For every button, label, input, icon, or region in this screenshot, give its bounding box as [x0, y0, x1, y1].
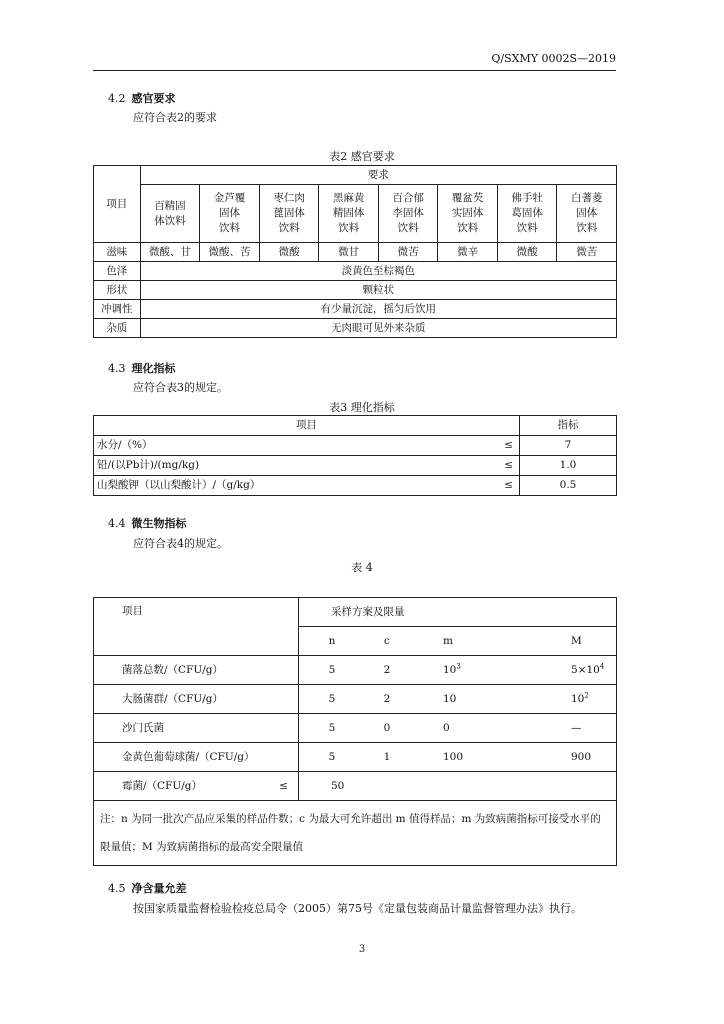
row-value: 淡黄色至棕褐色 — [140, 262, 616, 281]
cell-n: 5 — [299, 743, 366, 772]
cell-M — [539, 743, 617, 772]
product-name-line: 佛手牡 — [511, 192, 543, 204]
col-m: m — [409, 627, 539, 656]
value-base: 10 — [443, 692, 457, 705]
row-item: 铅/(以Pb计)/(mg/kg) — [94, 456, 484, 476]
value-base: 900 — [571, 750, 592, 763]
value-base: 100 — [443, 750, 464, 763]
section-title: 净含量允差 — [131, 882, 187, 895]
product-name-line: 固体 — [219, 207, 241, 219]
product-header-5 — [378, 185, 438, 243]
table-header-sampling-plan: 采样方案及限量 — [299, 598, 617, 627]
section-number: 4.4 — [108, 517, 126, 530]
product-name-line: 饮料 — [576, 222, 598, 234]
product-name-line: 李固体 — [392, 207, 424, 219]
cell-c: 2 — [365, 656, 409, 685]
taste-value: 微苦 — [557, 243, 617, 262]
cell-M — [539, 656, 617, 685]
product-header-8 — [557, 185, 617, 243]
taste-value: 微酸 — [497, 243, 557, 262]
col-c: c — [365, 627, 409, 656]
section-title: 理化指标 — [131, 362, 176, 375]
value-exponent: 2 — [584, 691, 589, 699]
row-value: 7 — [520, 436, 617, 456]
value-base: — — [571, 721, 582, 734]
cell-c: 0 — [365, 714, 409, 743]
cell-M — [539, 685, 617, 714]
le-symbol: ≤ — [483, 436, 520, 456]
product-name-line: 百合郁 — [392, 192, 424, 204]
product-name-line: 白蓍菱 — [570, 192, 603, 204]
product-name-line: 固体 — [576, 207, 598, 219]
product-header-7 — [497, 185, 557, 243]
product-name-line: 精固体 — [332, 207, 365, 219]
table-2-caption: 表2 感官要求 — [329, 150, 395, 163]
product-name-line: 饮料 — [278, 222, 300, 234]
table-4-microbiological — [93, 597, 617, 866]
section-4-2-heading — [108, 90, 176, 106]
header-rule — [93, 70, 616, 71]
product-header-4 — [319, 185, 379, 243]
product-header-2 — [200, 185, 260, 243]
row-item: 水分/（%） — [94, 436, 484, 456]
product-name-line: 饮料 — [457, 222, 479, 234]
le-symbol: ≤ — [279, 779, 288, 792]
cell-m — [409, 743, 539, 772]
row-value: 1.0 — [520, 456, 617, 476]
page-number: 3 — [358, 944, 366, 955]
row-value: 有少量沉淀，摇匀后饮用 — [140, 300, 616, 319]
product-name-line: 葛固体 — [511, 207, 543, 219]
product-name-line: 饮料 — [516, 222, 538, 234]
section-4-4-text: 应符合表4的规定。 — [133, 537, 228, 550]
value-exponent: 4 — [599, 662, 605, 670]
table-header-indicator: 指标 — [520, 416, 617, 436]
section-number: 4.3 — [108, 362, 126, 375]
mold-row-item — [94, 772, 299, 801]
product-name-line: 饮料 — [397, 222, 419, 234]
row-label: 冲调性 — [94, 300, 141, 319]
col-M: M — [539, 627, 617, 656]
section-number: 4.2 — [108, 92, 126, 105]
value-base: 5×10 — [571, 663, 600, 676]
row-value: 0.5 — [520, 476, 617, 496]
product-name-line: 蓖固体 — [273, 207, 305, 219]
row-item: 沙门氏菌 — [94, 714, 299, 743]
row-item: 山梨酸钾（以山梨酸计）/（g/kg） — [94, 476, 484, 496]
product-name-line: 黑麻黄 — [332, 192, 365, 204]
section-title: 微生物指标 — [131, 517, 187, 530]
cell-c: 2 — [365, 685, 409, 714]
section-title: 感官要求 — [131, 92, 176, 105]
product-name-line: 覆盆芡 — [451, 192, 484, 204]
table-4-caption: 表 4 — [351, 561, 373, 574]
section-4-5-text: 按国家质量监督检验检疫总局令（2005）第75号《定量包装商品计量监督管理办法》执行。 — [133, 902, 582, 915]
section-4-5-heading — [108, 880, 187, 896]
product-header-1 — [140, 185, 200, 243]
product-name-line: 百精固 — [154, 199, 186, 212]
product-name-line: 枣仁肉 — [273, 192, 305, 204]
standard-code: Q/SXMY 0002S—2019 — [491, 52, 616, 65]
le-symbol: ≤ — [483, 456, 520, 476]
cell-n: 5 — [299, 656, 366, 685]
row-item: 金黄色葡萄球菌/（CFU/g） — [94, 743, 299, 772]
cell-m — [409, 714, 539, 743]
le-symbol: ≤ — [483, 476, 520, 496]
taste-value: 微辛 — [438, 243, 498, 262]
row-label: 杂质 — [94, 319, 141, 338]
table-header-item: 项目 — [94, 598, 299, 656]
taste-value: 微酸、苦 — [200, 243, 260, 262]
section-number: 4.5 — [108, 882, 126, 895]
cell-n: 5 — [299, 714, 366, 743]
product-name-line: 饮料 — [219, 222, 241, 234]
table-header-item: 项目 — [94, 166, 141, 243]
table-4-note: 注：n 为同一批次产品应采集的样品件数；c 为最大可允许超出 m 值得样品；m 为致病菌指标可接受水平的限量值；M 为致病菌指标的最高安全限量值 — [94, 801, 617, 866]
value-base: 0 — [443, 721, 450, 734]
table-header-item: 项目 — [94, 416, 520, 436]
section-4-4-heading — [108, 515, 187, 531]
product-name-line: 体饮料 — [154, 214, 186, 227]
value-base: 10 — [571, 692, 585, 705]
product-name-line: 实固体 — [451, 207, 484, 219]
taste-value: 微酸、甘 — [140, 243, 200, 262]
cell-M — [539, 714, 617, 743]
row-label: 色泽 — [94, 262, 141, 281]
taste-value: 微甘 — [319, 243, 379, 262]
product-name-line: 金芦覆 — [213, 192, 246, 204]
table-3-caption: 表3 理化指标 — [329, 401, 395, 414]
taste-value: 微酸 — [259, 243, 319, 262]
row-label: 滋味 — [94, 243, 141, 262]
product-header-3 — [259, 185, 319, 243]
cell-n: 5 — [299, 685, 366, 714]
table-2-sensory — [93, 165, 617, 338]
row-item: 菌落总数/（CFU/g） — [94, 656, 299, 685]
cell-m — [409, 656, 539, 685]
col-n: n — [299, 627, 366, 656]
section-4-3-text: 应符合表3的规定。 — [133, 381, 228, 394]
cell-m — [409, 685, 539, 714]
section-4-2-text: 应符合表2的要求 — [133, 111, 217, 124]
value-exponent: 3 — [456, 662, 461, 670]
row-label: 形状 — [94, 281, 141, 300]
product-header-6 — [438, 185, 498, 243]
table-header-requirement: 要求 — [140, 166, 616, 185]
mold-value: 50 — [299, 772, 617, 801]
product-name-line: 饮料 — [338, 222, 360, 234]
cell-c: 1 — [365, 743, 409, 772]
row-item: 大肠菌群/（CFU/g） — [94, 685, 299, 714]
row-value: 无肉眼可见外来杂质 — [140, 319, 616, 338]
section-4-3-heading — [108, 360, 176, 376]
mold-label: 霉菌/（CFU/g） — [122, 779, 202, 792]
table-3-physicochemical — [93, 415, 617, 496]
value-base: 10 — [443, 663, 457, 676]
taste-value: 微苦 — [378, 243, 438, 262]
row-value: 颗粒状 — [140, 281, 616, 300]
